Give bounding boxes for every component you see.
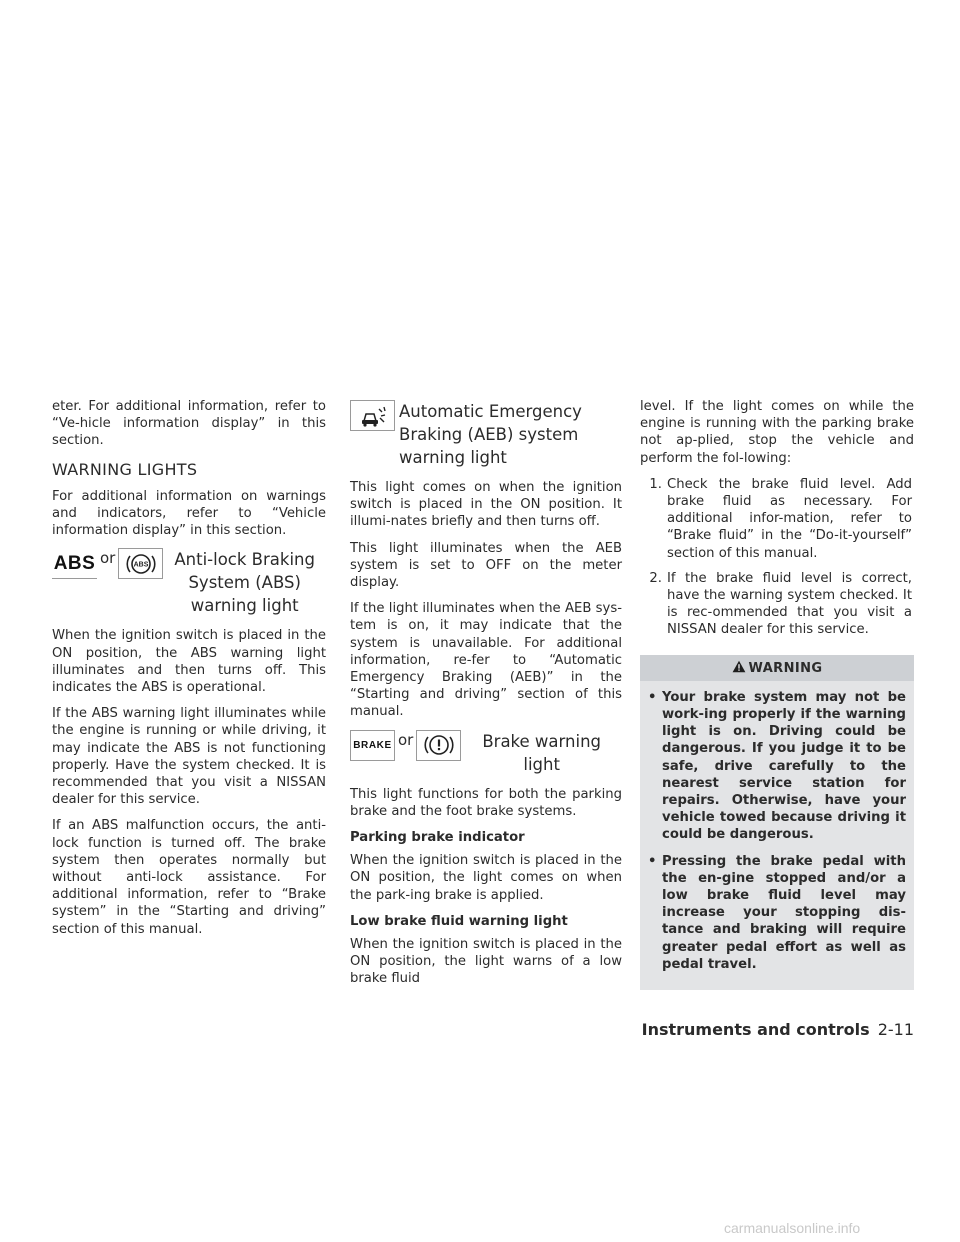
intro-paragraph: eter. For additional information, refer to “Ve-hicle information display” in this section. — [52, 399, 326, 449]
brake-text-icon: BRAKE — [350, 730, 395, 761]
low-fluid-subheading: Low brake fluid warning light — [350, 913, 568, 929]
page-footer — [642, 1020, 914, 1039]
aeb-paragraph-2: This light illuminates when the AEB system is set to OFF on the meter display. — [350, 540, 622, 591]
column-right — [640, 398, 914, 990]
warning-triangle-icon — [732, 660, 746, 673]
column-left — [52, 398, 326, 947]
aeb-warning-icon — [350, 400, 395, 431]
or-label: or — [100, 549, 116, 568]
warnings-intro-paragraph: For additional information on warnings and indicators, refer to “Vehicle information display” in this section. — [52, 488, 326, 539]
abs-paragraph-3: If an ABS malfunction occurs, the anti-lock function is turned off. The brake system then operates normally but without anti-lock assistance. For additional information, refer to “Brake system” in the “Starting and driving” section of this manual. — [52, 818, 326, 937]
aeb-indicator-title: Automatic Emergency Braking (AEB) system warning light — [399, 402, 582, 467]
list-item: 2. If the brake fluid level is correct, have the warning system checked. It is rec-ommended that you visit a NISSAN dealer for this service. — [649, 570, 912, 638]
warning-list — [640, 689, 914, 973]
brake-indicator-heading — [350, 730, 622, 776]
abs-indicator-title: Anti-lock Braking System (ABS) warning light — [174, 550, 315, 616]
column-middle — [350, 398, 622, 997]
aeb-indicator-heading — [350, 400, 622, 469]
aeb-paragraph-3: If the light illuminates when the AEB sys-tem is on, it may indicate that the system is unavailable. For additional information, re-fer to “Automatic Emergency Braking (AEB)” in the “Starting and driving” section of this manual. — [350, 601, 622, 720]
watermark: carmanualsonline.info — [724, 1220, 861, 1236]
aeb-car-icon — [354, 403, 392, 429]
svg-text:ABS: ABS — [133, 561, 149, 569]
parking-brake-subheading: Parking brake indicator — [350, 830, 525, 846]
warning-header — [640, 655, 914, 681]
abs-paragraph-1: When the ignition switch is placed in the ON position, the ABS warning light illuminates and then turns off. This indicates the ABS is operational. — [52, 628, 326, 696]
section-title: WARNING LIGHTS — [52, 459, 198, 479]
or-label: or — [398, 730, 414, 749]
brake-circle-icon — [416, 730, 461, 761]
aeb-paragraph-1: This light comes on when the ignition switch is placed in the ON position. It illumi-nates briefly and then turns off. — [350, 480, 622, 530]
brake-paragraph-1: This light functions for both the parking brake and the foot brake systems. — [350, 786, 622, 819]
abs-circle-icon-graphic — [123, 550, 159, 578]
abs-paragraph-2: If the ABS warning light illuminates while the engine is running or while driving, it may indicate the ABS is not functioning properly. Have the system checked. It is recommended that you visit a NISSAN dealer for this service. — [52, 706, 326, 808]
list-item: • Your brake system may not be work-ing properly if the warning light is on. Driving could be dangerous. If you judge it to be safe, drive carefully to the nearest service station for repairs. Otherwise, have your vehicle towed because driving it could be dangerous. — [648, 689, 906, 843]
warning-box — [640, 655, 914, 990]
abs-indicator-heading — [52, 548, 326, 617]
list-item: 1. Check the brake fluid level. Add brake fluid as necessary. For additional infor-mation, refer to “Brake fluid” in the “Do-it-yourself” section of this manual. — [649, 476, 912, 561]
parking-brake-paragraph: When the ignition switch is placed in the ON position, the light comes on when the park-ing brake is applied. — [350, 853, 622, 903]
abs-circle-icon — [118, 548, 163, 579]
abs-text-icon: ABS — [52, 548, 97, 579]
warning-title: WARNING — [748, 660, 823, 676]
page-number: 2-11 — [877, 1020, 914, 1039]
brake-indicator-title: Brake warning light — [482, 731, 601, 774]
continued-paragraph: level. If the light comes on while the engine is running with the parking brake not ap-plied, stop the vehicle and perform the fol-lowing: — [640, 399, 914, 466]
brake-exclamation-icon — [421, 731, 457, 759]
list-item: • Pressing the brake pedal with the en-gine stopped and/or a low brake fluid level may increase your stopping dis-tance and braking will require greater pedal effort as well as pedal travel. — [648, 853, 906, 972]
low-fluid-paragraph: When the ignition switch is placed in the ON position, the light warns of a low brake fluid — [350, 937, 622, 987]
footer-section-title: Instruments and controls — [641, 1020, 870, 1039]
steps-list — [640, 476, 914, 639]
